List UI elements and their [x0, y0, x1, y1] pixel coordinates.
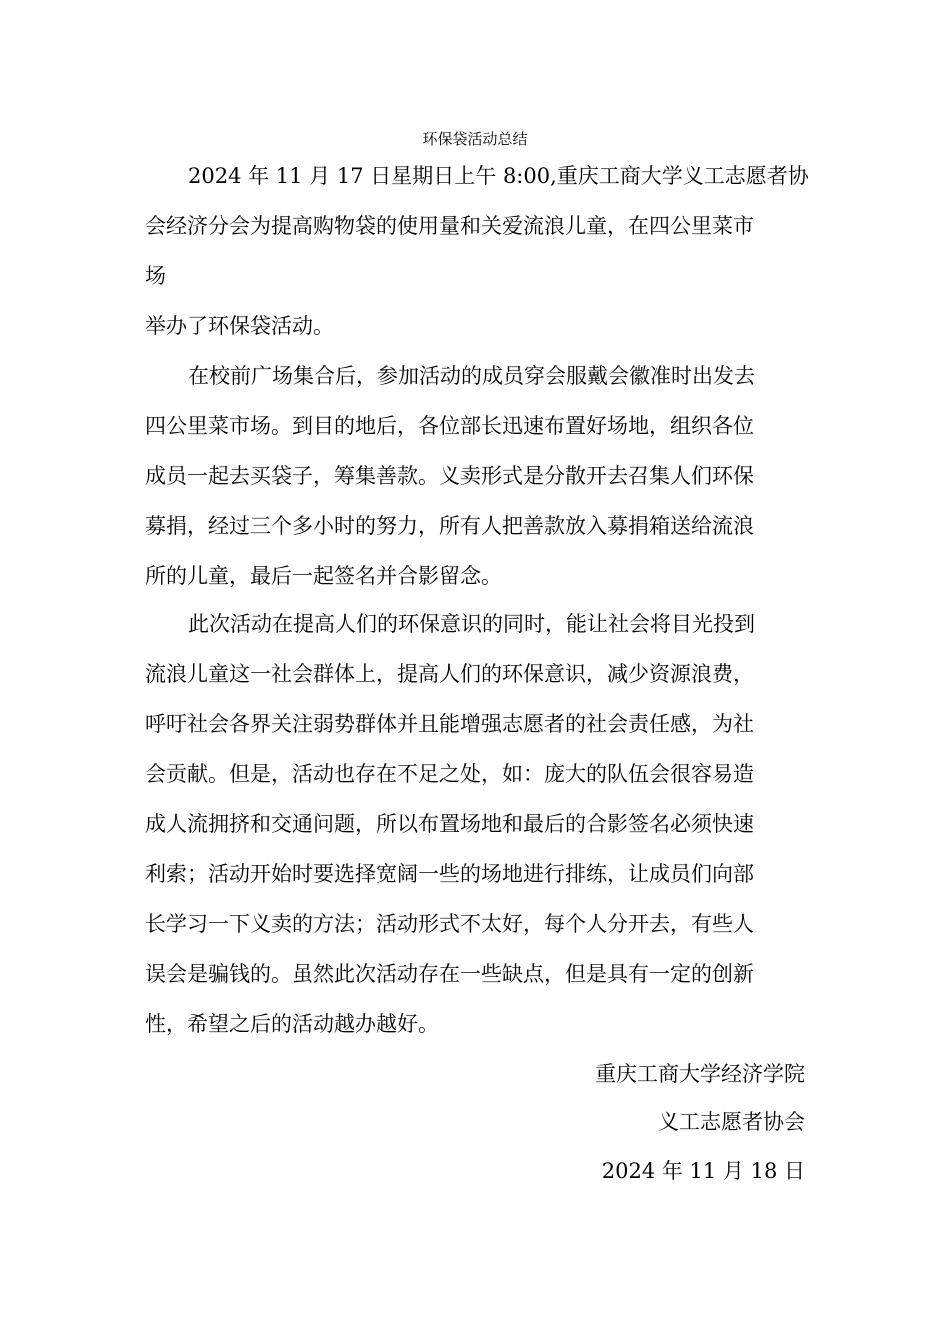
paragraph-2-line-1: 在校前广场集合后，参加活动的成员穿会服戴会徽准时出发去 [188, 364, 755, 388]
paragraph-1-line-1: 2024 年 11 月 17 日星期日上午 8:00,重庆工商大学义工志愿者协 [188, 164, 809, 188]
signature-association: 义工志愿者协会 [658, 1110, 805, 1134]
signature-organization: 重庆工商大学经济学院 [595, 1062, 805, 1086]
signature-date: 2024 年 11 月 18 日 [601, 1159, 805, 1183]
paragraph-2-line-4: 募捐，经过三个多小时的努力，所有人把善款放入募捐箱送给流浪 [145, 514, 754, 538]
paragraph-1-line-3: 场 [145, 264, 166, 288]
paragraph-3-line-3: 呼吁社会各界关注弱势群体并且能增强志愿者的社会责任感，为社 [145, 712, 754, 736]
paragraph-3-line-5: 成人流拥挤和交通问题，所以布置场地和最后的合影签名必须快速 [145, 812, 754, 836]
paragraph-2-line-3: 成员一起去买袋子，筹集善款。义卖形式是分散开去召集人们环保 [145, 464, 754, 488]
paragraph-3-line-7: 长学习一下义卖的方法；活动形式不太好，每个人分开去，有些人 [145, 912, 754, 936]
document-title: 环保袋活动总结 [422, 130, 528, 148]
paragraph-3-line-8: 误会是骗钱的。虽然此次活动存在一些缺点，但是具有一定的创新 [145, 962, 754, 986]
paragraph-2-line-5: 所的儿童，最后一起签名并合影留念。 [145, 564, 502, 588]
paragraph-3-line-6: 利索；活动开始时要选择宽阔一些的场地进行排练，让成员们向部 [145, 862, 754, 886]
paragraph-3-line-9: 性，希望之后的活动越办越好。 [145, 1012, 439, 1036]
paragraph-3-line-1: 此次活动在提高人们的环保意识的同时，能让社会将目光投到 [188, 612, 755, 636]
paragraph-1-line-2: 会经济分会为提高购物袋的使用量和关爱流浪儿童，在四公里菜市 [145, 214, 754, 238]
paragraph-3-line-4: 会贡献。但是，活动也存在不足之处，如：庞大的队伍会很容易造 [145, 762, 754, 786]
paragraph-2-line-2: 四公里菜市场。到目的地后，各位部长迅速布置好场地，组织各位 [145, 414, 754, 438]
paragraph-1-line-4: 举办了环保袋活动。 [145, 314, 334, 338]
paragraph-3-line-2: 流浪儿童这一社会群体上，提高人们的环保意识，减少资源浪费， [145, 662, 754, 686]
